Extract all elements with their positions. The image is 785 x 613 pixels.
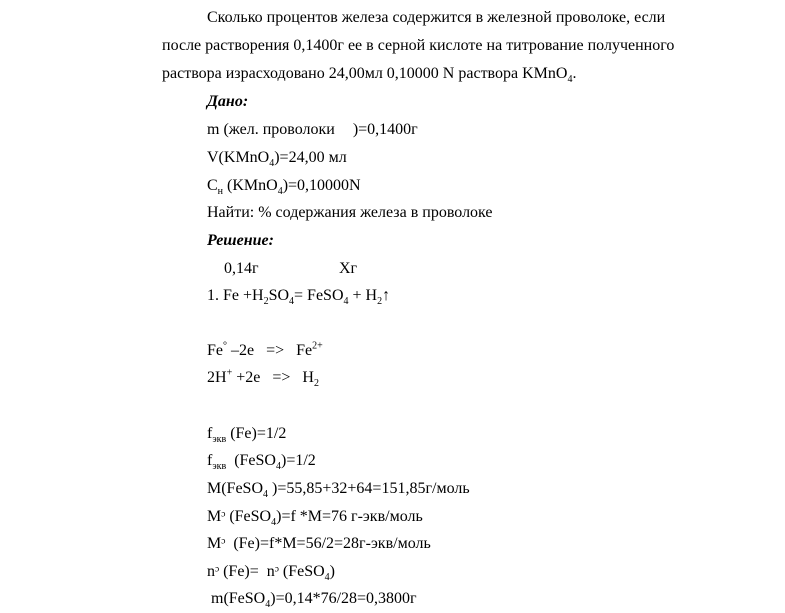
equivalence-factor-fe: $f_{экв}$ (Fe)=1/2 <box>207 425 287 446</box>
half-reaction-iron: Fe° $-2e => Fe^{2+}$ <box>207 340 323 359</box>
equivalent-mass-fe: Mᵓ (Fe)=f*M=56/2=28г-экв/моль <box>207 535 431 552</box>
given-mass: m (жел. проволоки )=0,1400г <box>207 121 418 138</box>
given-volume: V(KMnO$_4$)=24,00 мл <box>207 149 347 170</box>
find-statement: Найти: % содержания железа в проволоке <box>207 204 493 221</box>
molar-mass-feso4: M(FeSO$_4$ )=55,85+32+64=151,85г/моль <box>207 480 470 501</box>
problem-line-3: раствора израсходовано 24,00мл 0,10000 N раствора KMnO$_4$. <box>162 65 577 86</box>
problem-line-2: после растворения 0,1400г ее в серной кислоте на титрование полученного <box>162 37 675 54</box>
equivalence-factor-feso4: $f_{экв}$ (FeSO$_4$)=1/2 <box>207 452 316 473</box>
reaction-equation: 1. $Fe +H_2SO_4=$ FeSO$_4$ + $H_2↑$ <box>207 287 391 308</box>
equivalent-moles: nᵓ (Fe)= nᵓ (FeSO$_4$) <box>207 563 335 584</box>
half-reaction-hydrogen: $2H^+ +2e => H_2$ <box>207 367 319 390</box>
given-concentration: $C_н$ (KMnO$_4$)=0,10000N <box>207 177 361 198</box>
mass-above-fe: 0,14г <box>224 260 259 277</box>
given-heading: Дано: <box>207 93 249 110</box>
mass-feso4-result: m(FeSO$_4$)=0,14*76/28=0,3800г <box>207 590 417 611</box>
solution-heading: Решение: <box>207 232 274 249</box>
mass-above-feso4: Хг <box>339 260 358 277</box>
equivalent-mass-feso4: Mᵓ (FeSO$_4$)=f *M=76 г-экв/моль <box>207 508 423 529</box>
problem-line-1: Сколько процентов железа содержится в железной проволоке, если <box>207 9 666 26</box>
